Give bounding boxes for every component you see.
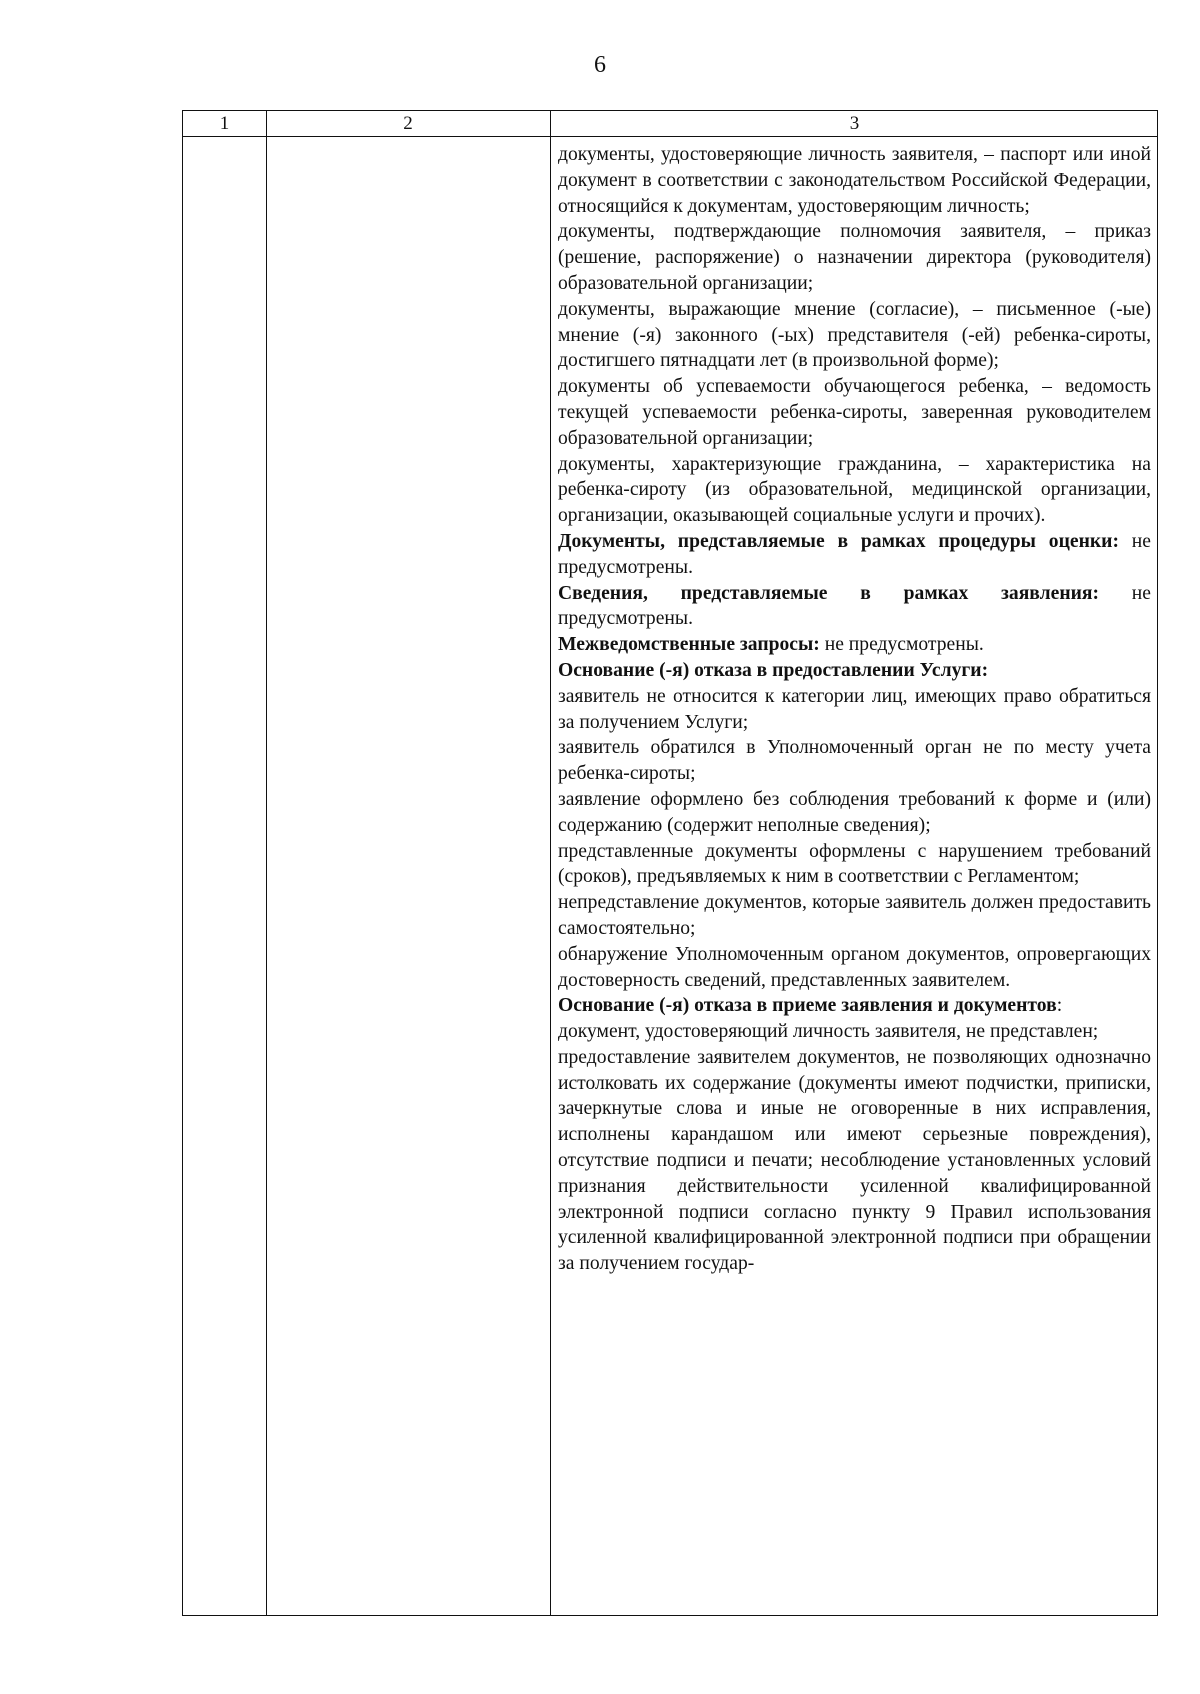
document-table [182, 110, 1158, 1616]
paragraph-text: не предусмотрены. [558, 530, 1151, 578]
paragraph [558, 1019, 1151, 1045]
paragraph [558, 942, 1151, 994]
column-header-2: 2 [403, 113, 413, 134]
paragraph [558, 839, 1151, 891]
paragraph [558, 1045, 1151, 1277]
paragraph-text: заявитель обратился в Уполномоченный орган не по месту учета ребенка-сироты; [558, 737, 1151, 785]
paragraph-text: не предусмотрены. [819, 634, 984, 656]
paragraph [558, 735, 1151, 787]
paragraph-text: документы, подтверждающие полномочия заявителя, – приказ (решение, распоряжение) о назначении директора (руководителя) образовательной организации; [558, 221, 1151, 294]
paragraph [558, 890, 1151, 942]
paragraph-text: документы об успеваемости обучающегося ребенка, – ведомость текущей успеваемости ребенка-сироты, заверенная руководителем образовательной организации; [558, 376, 1151, 449]
paragraph [558, 219, 1151, 296]
paragraph-text: документы, выражающие мнение (согласие), – письменное (-ые) мнение (-я) законного (-ых) представителя (-ей) ребенка-сироты, достигшего пятнадцати лет (в произвольной форме); [558, 298, 1151, 372]
paragraph-heading: Основание (-я) отказа в приеме заявления и документов [558, 995, 1057, 1017]
paragraph [558, 684, 1151, 736]
paragraph-text: заявитель не относится к категории лиц, имеющих право обратиться за получением Услуги; [558, 685, 1151, 733]
paragraph-heading: Межведомственные запросы: [558, 634, 820, 656]
paragraph-text: обнаружение Уполномоченным органом документов, опровергающих достоверность сведений, представленных заявителем. [558, 943, 1151, 991]
paragraph-text: документы, характеризующие гражданина, – характеристика на ребенка-сироту (из образовательной, медицинской организации, организации, оказывающей социальные услуги и прочих). [558, 453, 1151, 527]
paragraph-text: документы, удостоверяющие личность заявителя, – паспорт или иной документ в соответствии с законодательством Российской Федерации, относящийся к документам, удостоверяющим личность; [558, 144, 1151, 217]
table-header-row [183, 111, 1157, 137]
paragraph-heading: Документы, представляемые в рамках процедуры оценки: [558, 530, 1119, 552]
paragraph-text: документ, удостоверяющий личность заявителя, не представлен; [558, 1021, 1099, 1043]
paragraph [558, 142, 1151, 219]
column-3-content [558, 142, 1151, 1615]
paragraph [558, 374, 1151, 451]
page-number: 6 [594, 52, 606, 78]
paragraph [558, 632, 1151, 658]
paragraph [558, 297, 1151, 374]
paragraph-text: представленные документы оформлены с нарушением требований (сроков), предъявляемых к ним в соответствии с Регламентом; [558, 840, 1151, 888]
paragraph-text: предоставление заявителем документов, не позволяющих однозначно истолковать их содержание (документы имеют подчистки, приписки, зачеркнутые слова и иные не оговоренные в них исправления, исполнены карандашом или имеют серьезные повреждения), отсутствие подписи и печати; несоблюдение установленных условий признания действительности усиленной квалифицированной электронной подписи согласно пункту 9 Правил использования усиленной квалифицированной электронной подписи при обращении за получением государ- [558, 1046, 1151, 1275]
paragraph [558, 658, 1151, 684]
paragraph-text: не предусмотрены. [558, 582, 1151, 630]
paragraph-text: : [1056, 995, 1063, 1017]
column-divider [266, 111, 267, 1615]
paragraph-text: заявление оформлено без соблюдения требований к форме и (или) содержанию (содержит неполные сведения); [558, 788, 1151, 836]
paragraph [558, 452, 1151, 529]
column-divider [550, 111, 551, 1615]
paragraph [558, 581, 1151, 633]
column-header-3: 3 [849, 113, 860, 134]
paragraph-heading: Основание (-я) отказа в предоставлении Услуги: [558, 659, 989, 681]
paragraph [558, 529, 1151, 581]
paragraph-heading: Сведения, представляемые в рамках заявления: [558, 582, 1100, 604]
paragraph [558, 993, 1151, 1019]
paragraph-text: непредставление документов, которые заявитель должен предоставить самостоятельно; [558, 892, 1151, 939]
paragraph [558, 787, 1151, 839]
column-header-1: 1 [219, 113, 230, 134]
